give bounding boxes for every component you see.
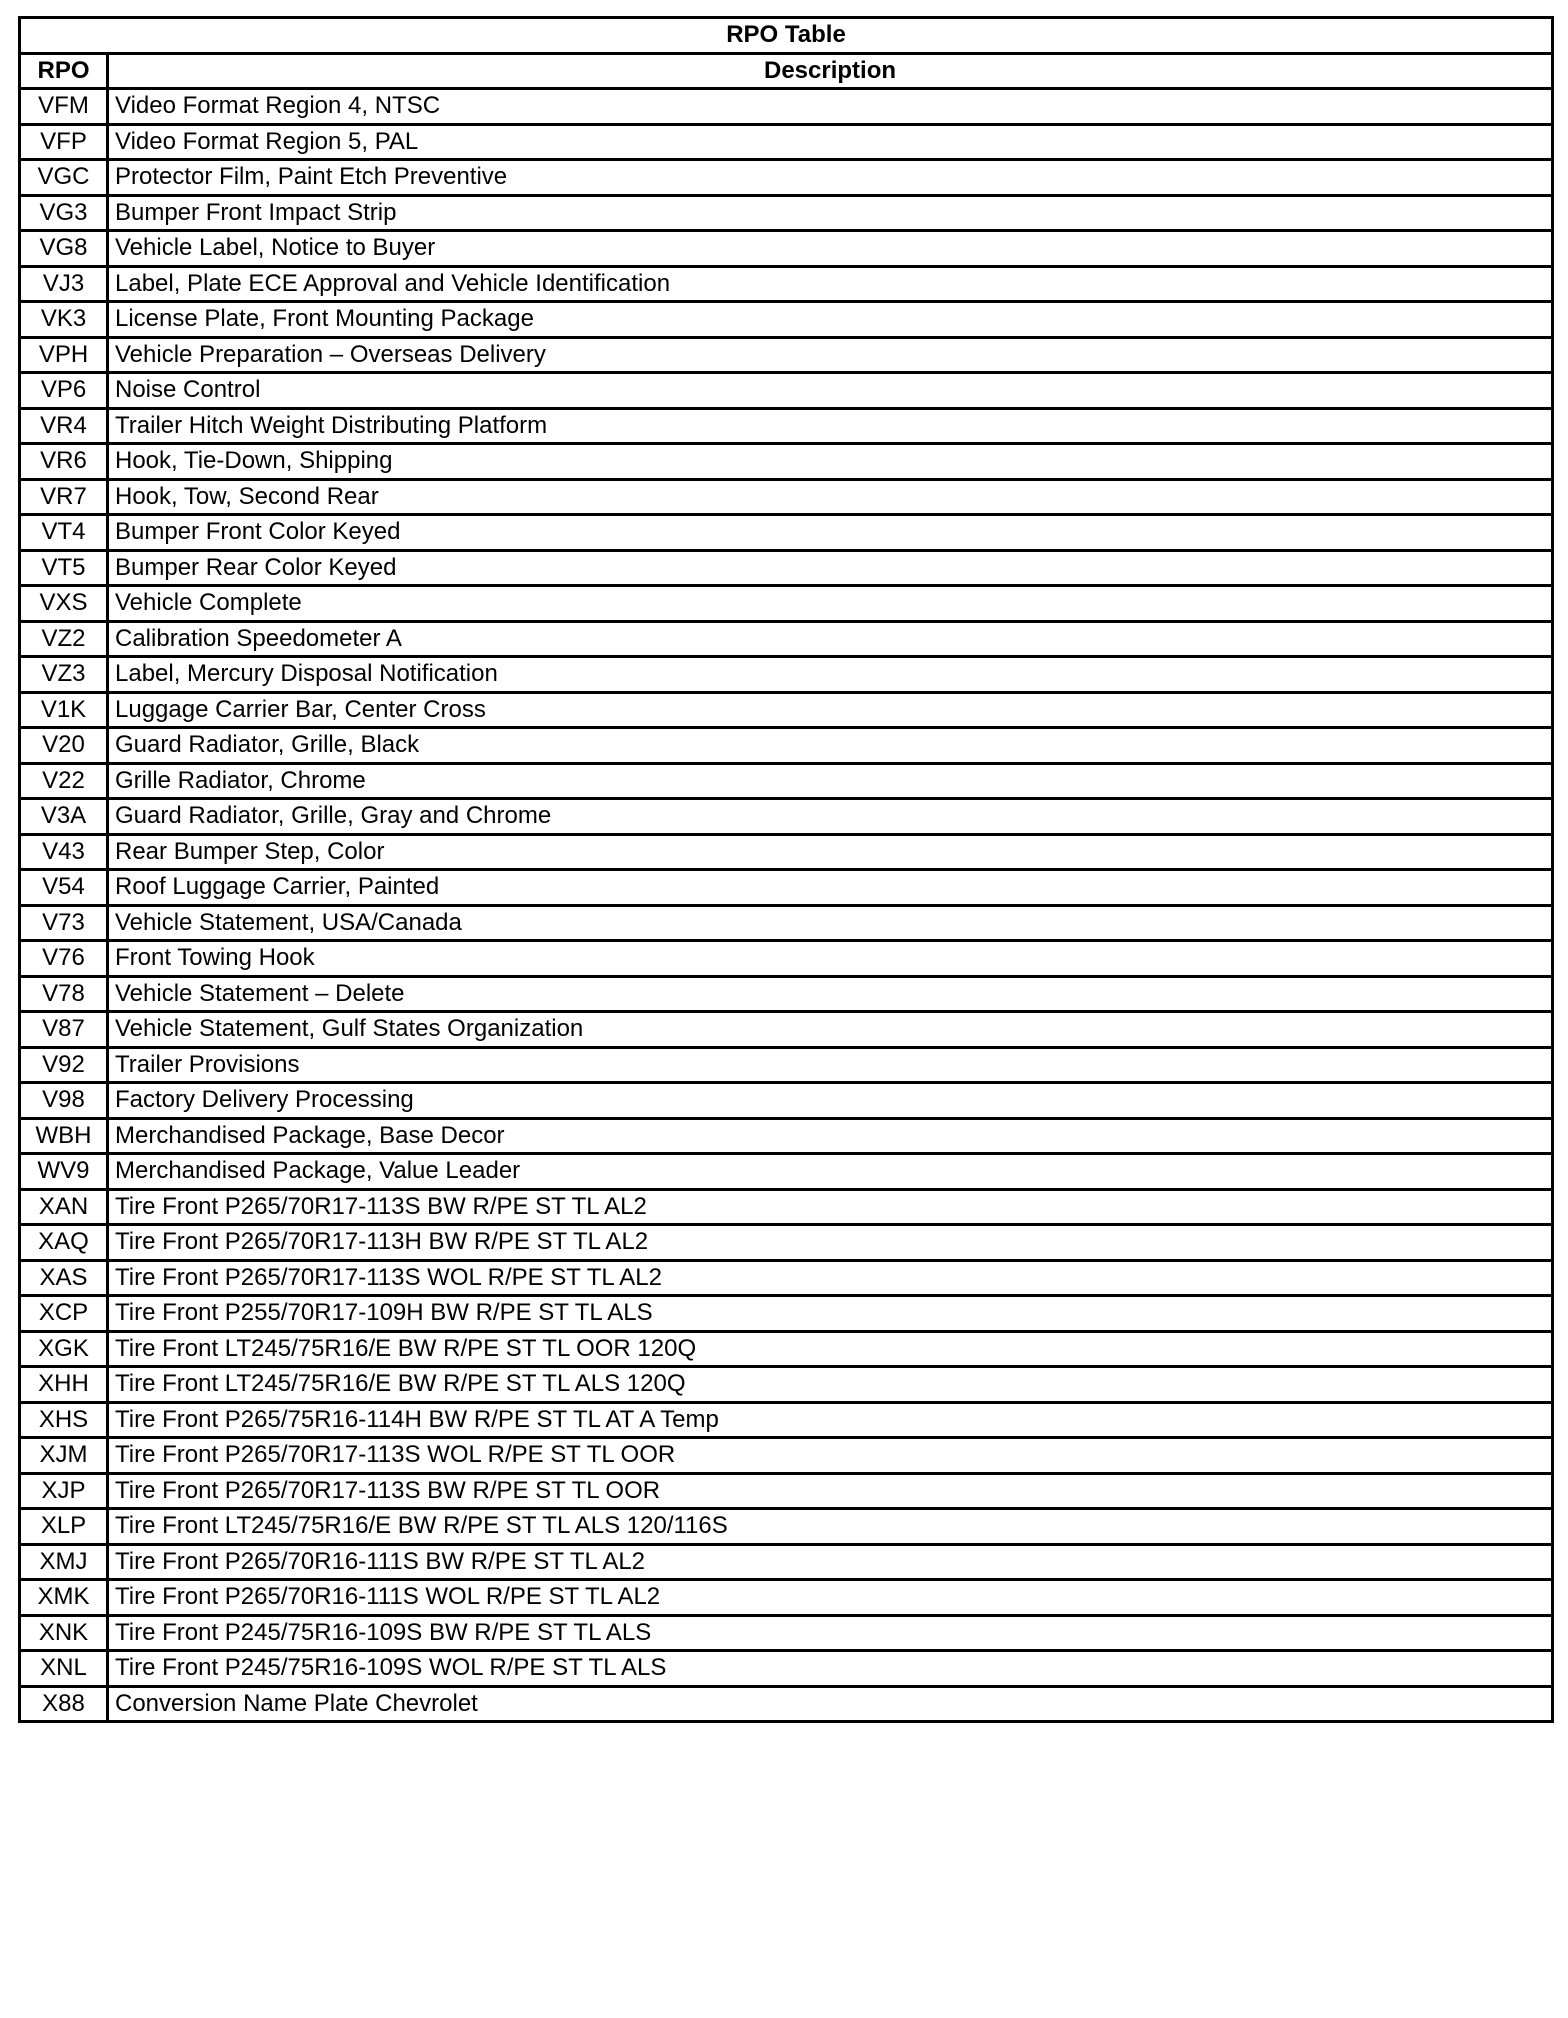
rpo-code-cell: VR4 — [20, 408, 108, 444]
rpo-description-cell: Trailer Provisions — [108, 1047, 1553, 1083]
rpo-description-cell: Vehicle Statement – Delete — [108, 976, 1553, 1012]
table-row — [20, 124, 1553, 160]
table-row — [20, 89, 1553, 125]
rpo-code-cell: V54 — [20, 870, 108, 906]
rpo-code-cell: XHS — [20, 1402, 108, 1438]
rpo-table — [18, 16, 1554, 1723]
table-row — [20, 1438, 1553, 1474]
rpo-code-cell: XLP — [20, 1509, 108, 1545]
rpo-description-cell: Hook, Tie-Down, Shipping — [108, 444, 1553, 480]
rpo-description-cell: Front Towing Hook — [108, 941, 1553, 977]
rpo-code-cell: V98 — [20, 1083, 108, 1119]
rpo-code-cell: VG3 — [20, 195, 108, 231]
rpo-description-cell: Tire Front P265/70R16-111S BW R/PE ST TL AL2 — [108, 1544, 1553, 1580]
table-row — [20, 1118, 1553, 1154]
rpo-description-cell: Vehicle Statement, USA/Canada — [108, 905, 1553, 941]
rpo-code-cell: XGK — [20, 1331, 108, 1367]
rpo-code-cell: VR6 — [20, 444, 108, 480]
rpo-code-cell: VFM — [20, 89, 108, 125]
rpo-description-cell: Tire Front P265/70R17-113H BW R/PE ST TL AL2 — [108, 1225, 1553, 1261]
rpo-description-cell: Calibration Speedometer A — [108, 621, 1553, 657]
rpo-code-cell: VPH — [20, 337, 108, 373]
table-row — [20, 1154, 1553, 1190]
rpo-description-cell: Guard Radiator, Grille, Gray and Chrome — [108, 799, 1553, 835]
table-row — [20, 1260, 1553, 1296]
rpo-code-cell: V76 — [20, 941, 108, 977]
rpo-description-cell: Tire Front LT245/75R16/E BW R/PE ST TL ALS 120Q — [108, 1367, 1553, 1403]
rpo-code-cell: XJP — [20, 1473, 108, 1509]
rpo-code-cell: VZ2 — [20, 621, 108, 657]
rpo-code-cell: XAN — [20, 1189, 108, 1225]
rpo-code-cell: V92 — [20, 1047, 108, 1083]
table-row — [20, 1651, 1553, 1687]
rpo-description-cell: Guard Radiator, Grille, Black — [108, 728, 1553, 764]
rpo-code-cell: VXS — [20, 586, 108, 622]
table-row — [20, 1615, 1553, 1651]
rpo-description-cell: Vehicle Statement, Gulf States Organization — [108, 1012, 1553, 1048]
rpo-code-cell: V43 — [20, 834, 108, 870]
rpo-description-cell: Tire Front P255/70R17-109H BW R/PE ST TL ALS — [108, 1296, 1553, 1332]
table-row — [20, 373, 1553, 409]
rpo-description-cell: Vehicle Complete — [108, 586, 1553, 622]
table-row — [20, 728, 1553, 764]
rpo-description-cell: License Plate, Front Mounting Package — [108, 302, 1553, 338]
table-row — [20, 1189, 1553, 1225]
rpo-description-cell: Video Format Region 4, NTSC — [108, 89, 1553, 125]
rpo-code-cell: WV9 — [20, 1154, 108, 1190]
table-row — [20, 1686, 1553, 1722]
rpo-description-cell: Conversion Name Plate Chevrolet — [108, 1686, 1553, 1722]
column-header-description: Description — [108, 53, 1553, 89]
rpo-code-cell: VT4 — [20, 515, 108, 551]
rpo-description-cell: Tire Front P245/75R16-109S WOL R/PE ST TL ALS — [108, 1651, 1553, 1687]
rpo-description-cell: Tire Front LT245/75R16/E BW R/PE ST TL ALS 120/116S — [108, 1509, 1553, 1545]
rpo-description-cell: Label, Plate ECE Approval and Vehicle Identification — [108, 266, 1553, 302]
table-row — [20, 1580, 1553, 1616]
table-row — [20, 515, 1553, 551]
rpo-code-cell: VT5 — [20, 550, 108, 586]
table-row — [20, 1331, 1553, 1367]
table-row — [20, 905, 1553, 941]
table-row — [20, 1544, 1553, 1580]
table-row — [20, 1047, 1553, 1083]
rpo-code-cell: VGC — [20, 160, 108, 196]
rpo-description-cell: Tire Front P265/70R17-113S BW R/PE ST TL OOR — [108, 1473, 1553, 1509]
rpo-description-cell: Rear Bumper Step, Color — [108, 834, 1553, 870]
rpo-description-cell: Label, Mercury Disposal Notification — [108, 657, 1553, 693]
rpo-code-cell: XNL — [20, 1651, 108, 1687]
rpo-code-cell: XCP — [20, 1296, 108, 1332]
table-row — [20, 586, 1553, 622]
table-row — [20, 941, 1553, 977]
rpo-code-cell: V87 — [20, 1012, 108, 1048]
table-row — [20, 1367, 1553, 1403]
table-row — [20, 657, 1553, 693]
rpo-code-cell: V78 — [20, 976, 108, 1012]
rpo-code-cell: XHH — [20, 1367, 108, 1403]
table-row — [20, 444, 1553, 480]
rpo-description-cell: Vehicle Label, Notice to Buyer — [108, 231, 1553, 267]
rpo-description-cell: Video Format Region 5, PAL — [108, 124, 1553, 160]
table-row — [20, 195, 1553, 231]
table-header-row — [20, 53, 1553, 89]
rpo-code-cell: VR7 — [20, 479, 108, 515]
rpo-description-cell: Luggage Carrier Bar, Center Cross — [108, 692, 1553, 728]
table-row — [20, 1402, 1553, 1438]
rpo-description-cell: Bumper Front Color Keyed — [108, 515, 1553, 551]
rpo-description-cell: Protector Film, Paint Etch Preventive — [108, 160, 1553, 196]
rpo-code-cell: XMK — [20, 1580, 108, 1616]
table-row — [20, 550, 1553, 586]
rpo-code-cell: V22 — [20, 763, 108, 799]
rpo-code-cell: VP6 — [20, 373, 108, 409]
rpo-code-cell: WBH — [20, 1118, 108, 1154]
table-row — [20, 408, 1553, 444]
rpo-description-cell: Tire Front LT245/75R16/E BW R/PE ST TL OOR 120Q — [108, 1331, 1553, 1367]
table-row — [20, 799, 1553, 835]
table-row — [20, 302, 1553, 338]
rpo-code-cell: VJ3 — [20, 266, 108, 302]
table-row — [20, 692, 1553, 728]
rpo-description-cell: Hook, Tow, Second Rear — [108, 479, 1553, 515]
rpo-code-cell: VFP — [20, 124, 108, 160]
rpo-code-cell: VG8 — [20, 231, 108, 267]
table-row — [20, 1296, 1553, 1332]
column-header-rpo: RPO — [20, 53, 108, 89]
table-row — [20, 479, 1553, 515]
rpo-description-cell: Tire Front P265/70R16-111S WOL R/PE ST TL AL2 — [108, 1580, 1553, 1616]
rpo-description-cell: Grille Radiator, Chrome — [108, 763, 1553, 799]
rpo-code-cell: V1K — [20, 692, 108, 728]
rpo-description-cell: Bumper Front Impact Strip — [108, 195, 1553, 231]
table-row — [20, 976, 1553, 1012]
table-row — [20, 1225, 1553, 1261]
table-row — [20, 834, 1553, 870]
rpo-code-cell: V73 — [20, 905, 108, 941]
rpo-code-cell: XAS — [20, 1260, 108, 1296]
rpo-description-cell: Merchandised Package, Value Leader — [108, 1154, 1553, 1190]
table-body — [20, 89, 1553, 1722]
table-row — [20, 1012, 1553, 1048]
table-row — [20, 231, 1553, 267]
rpo-code-cell: X88 — [20, 1686, 108, 1722]
rpo-code-cell: V20 — [20, 728, 108, 764]
rpo-description-cell: Tire Front P265/70R17-113S BW R/PE ST TL AL2 — [108, 1189, 1553, 1225]
rpo-description-cell: Merchandised Package, Base Decor — [108, 1118, 1553, 1154]
rpo-code-cell: XNK — [20, 1615, 108, 1651]
rpo-description-cell: Tire Front P245/75R16-109S BW R/PE ST TL ALS — [108, 1615, 1553, 1651]
rpo-description-cell: Tire Front P265/75R16-114H BW R/PE ST TL AT A Temp — [108, 1402, 1553, 1438]
table-title: RPO Table — [20, 18, 1553, 54]
rpo-description-cell: Trailer Hitch Weight Distributing Platform — [108, 408, 1553, 444]
rpo-description-cell: Vehicle Preparation – Overseas Delivery — [108, 337, 1553, 373]
rpo-description-cell: Bumper Rear Color Keyed — [108, 550, 1553, 586]
table-row — [20, 621, 1553, 657]
table-row — [20, 1473, 1553, 1509]
rpo-code-cell: VK3 — [20, 302, 108, 338]
rpo-code-cell: XMJ — [20, 1544, 108, 1580]
table-row — [20, 870, 1553, 906]
rpo-code-cell: VZ3 — [20, 657, 108, 693]
rpo-description-cell: Factory Delivery Processing — [108, 1083, 1553, 1119]
rpo-description-cell: Tire Front P265/70R17-113S WOL R/PE ST TL OOR — [108, 1438, 1553, 1474]
table-title-row — [20, 18, 1553, 54]
rpo-description-cell: Tire Front P265/70R17-113S WOL R/PE ST TL AL2 — [108, 1260, 1553, 1296]
rpo-code-cell: V3A — [20, 799, 108, 835]
rpo-code-cell: XJM — [20, 1438, 108, 1474]
table-row — [20, 337, 1553, 373]
table-row — [20, 160, 1553, 196]
rpo-description-cell: Roof Luggage Carrier, Painted — [108, 870, 1553, 906]
rpo-description-cell: Noise Control — [108, 373, 1553, 409]
table-row — [20, 1083, 1553, 1119]
table-row — [20, 266, 1553, 302]
rpo-code-cell: XAQ — [20, 1225, 108, 1261]
table-row — [20, 763, 1553, 799]
table-row — [20, 1509, 1553, 1545]
